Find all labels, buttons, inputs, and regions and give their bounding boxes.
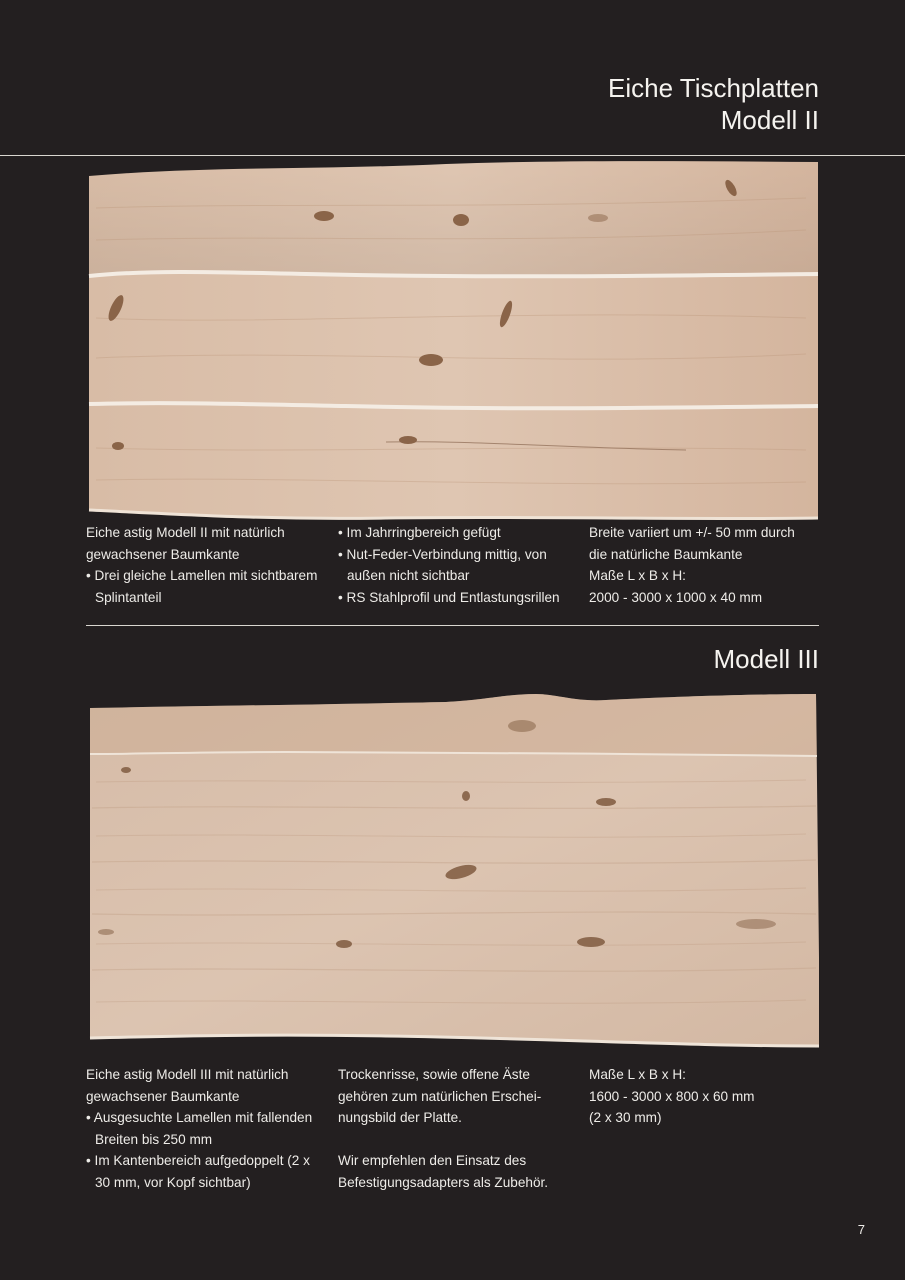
modell-2-dimensions-value: 2000 - 3000 x 1000 x 40 mm bbox=[589, 589, 763, 605]
modell-3-note-line-1: Trockenrisse, sowie offene Äste bbox=[338, 1067, 530, 1082]
modell-2-intro-line-2: gewachsener Baumkante bbox=[86, 546, 240, 562]
modell-2-dimensions bbox=[589, 522, 829, 608]
page-number: 7 bbox=[857, 1222, 865, 1237]
tabletop-photo-modell-3 bbox=[86, 686, 819, 1050]
modell-3-bullet-kante: • Im Kantenbereich aufgedoppelt (2 x 30 mm, vor Kopf sichtbar) bbox=[86, 1153, 310, 1190]
page-title-line-2: Modell II bbox=[720, 105, 819, 135]
section-divider bbox=[86, 625, 819, 626]
header-divider bbox=[0, 155, 905, 156]
modell-2-width-note-2: die natürliche Baumkante bbox=[589, 546, 743, 562]
modell-2-width-note-1: Breite variiert um +/- 50 mm durch bbox=[589, 525, 795, 540]
modell-3-intro-line-1: Eiche astig Modell III mit natürlich bbox=[86, 1067, 289, 1082]
page-title bbox=[608, 72, 819, 136]
modell-2-features bbox=[338, 522, 578, 608]
modell-3-intro-line-2: gewachsener Baumkante bbox=[86, 1088, 240, 1104]
page-title-line-1: Eiche Tischplatten bbox=[607, 73, 819, 103]
modell-2-bullet-lamellen: • Drei gleiche Lamellen mit sichtbarem Splintanteil bbox=[86, 568, 318, 605]
modell-3-notes bbox=[338, 1064, 578, 1193]
modell-2-intro-line-1: Eiche astig Modell II mit natürlich bbox=[86, 525, 285, 540]
modell-3-dimensions-value: 1600 - 3000 x 800 x 60 mm bbox=[589, 1088, 755, 1104]
modell-2-dimensions-label: Maße L x B x H: bbox=[589, 568, 686, 583]
modell-2-bullet-nut-feder: • Nut-Feder-Verbindung mittig, von außen nicht sichtbar bbox=[338, 546, 547, 583]
paragraph-gap bbox=[338, 1129, 578, 1151]
modell-3-dimensions-label: Maße L x B x H: bbox=[589, 1067, 686, 1082]
modell-3-description bbox=[86, 1064, 326, 1193]
modell-3-note-line-4: Wir empfehlen den Einsatz des bbox=[338, 1153, 527, 1168]
modell-3-note-line-5: Befestigungsadapters als Zubehör. bbox=[338, 1174, 549, 1190]
modell-2-bullet-stahlprofil: • RS Stahlprofil und Entlastungsrillen bbox=[338, 589, 560, 605]
modell-2-description bbox=[86, 522, 326, 608]
tabletop-photo-modell-2 bbox=[86, 158, 819, 522]
section-title-modell-3: Modell III bbox=[713, 644, 819, 674]
modell-3-note-line-3: nungsbild der Platte. bbox=[338, 1110, 462, 1125]
modell-3-bullet-lamellen: • Ausgesuchte Lamellen mit fallenden Breiten bis 250 mm bbox=[86, 1110, 313, 1147]
modell-3-note-line-2: gehören zum natürlichen Erschei- bbox=[338, 1088, 542, 1104]
modell-2-bullet-jahrring: • Im Jahrringbereich gefügt bbox=[338, 525, 501, 540]
modell-3-dimensions bbox=[589, 1064, 829, 1129]
modell-3-dimensions-edge: (2 x 30 mm) bbox=[589, 1110, 662, 1125]
